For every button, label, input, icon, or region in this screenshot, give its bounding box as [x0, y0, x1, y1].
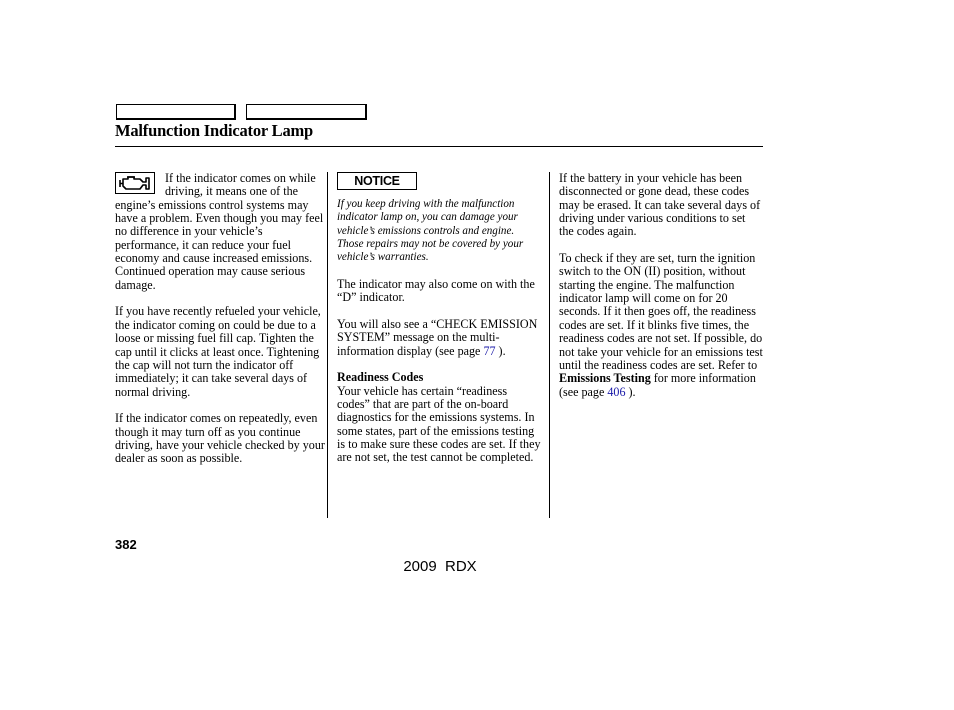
check-emission-text: You will also see a “CHECK EMISSION SYSTEM” message on the multi-information display (see page — [337, 316, 538, 358]
title-rule — [115, 146, 763, 147]
check-codes-mid: for more information (see page — [559, 371, 756, 399]
paragraph-check-emission — [337, 318, 541, 358]
paragraph-readiness-codes: Your vehicle has certain “readiness codes” that are part of the on-board diagnostics for the emissions systems. In some states, part of the emissions testing is to make sure these codes are set. If they are not set, the test cannot be completed. — [337, 383, 541, 465]
page-title: Malfunction Indicator Lamp — [115, 121, 314, 140]
check-codes-end: ). — [625, 384, 636, 399]
paragraph-indicator-on: If the indicator comes on while driving, it means one of the engine’s emissions control systems may have a problem. Even though you may feel no difference in your vehicle’s performance, it can reduce your fuel economy and cause increased emissions. Continued operation may cause serious damage. — [115, 171, 324, 292]
column-1 — [115, 172, 325, 466]
paragraph-d-indicator: The indicator may also come on with the “D” indicator. — [337, 276, 535, 305]
footer-model: 2009 RDX — [403, 558, 477, 575]
notice-badge: NOTICE — [337, 172, 417, 190]
page-number: 382 — [115, 537, 137, 552]
check-emission-end: ). — [495, 343, 506, 358]
paragraph-refueled: If you have recently refueled your vehicle, the indicator coming on could be due to a loose or missing fuel fill cap. Tighten the cap until it clicks at least once. Tightening the cap will not turn the indicator off immediately; it can take several days of normal driving. — [115, 304, 321, 399]
column-2 — [337, 172, 541, 465]
column-divider — [327, 172, 328, 518]
column-divider — [549, 172, 550, 518]
index-button[interactable] — [246, 104, 367, 120]
notice-text: If you keep driving with the malfunction indicator lamp on, you can damage your vehicle’s emissions controls and engine. Those repairs may not be covered by your vehicle’s warranties. — [337, 198, 524, 264]
page-link-406[interactable]: 406 — [607, 384, 626, 399]
column-3 — [559, 172, 763, 399]
check-engine-icon — [115, 172, 155, 194]
check-codes-text: To check if they are set, turn the ignition switch to the ON (II) position, without starting the engine. The malfunction indicator lamp will come on for 20 seconds. If it then goes off, the readiness codes are set. If it blinks five times, the readiness codes are not set. If possible, do not take your vehicle for an emissions test until the readiness codes are set. Refer to — [559, 251, 763, 372]
emissions-testing-ref: Emissions Testing — [559, 371, 651, 386]
page-link-77[interactable]: 77 — [483, 343, 496, 358]
paragraph-battery: If the battery in your vehicle has been disconnected or gone dead, these codes may be erased. It can take several days of driving under various conditions to set the codes again. — [559, 171, 761, 239]
check-engine-icon-graphic — [118, 174, 152, 192]
main-menu-button[interactable] — [116, 104, 236, 120]
paragraph-repeatedly: If the indicator comes on repeatedly, even though it may turn off as you continue driving, have your vehicle checked by your dealer as soon as possible. — [115, 411, 325, 466]
paragraph-check-codes — [559, 252, 763, 399]
readiness-codes-heading: Readiness Codes — [337, 370, 424, 385]
